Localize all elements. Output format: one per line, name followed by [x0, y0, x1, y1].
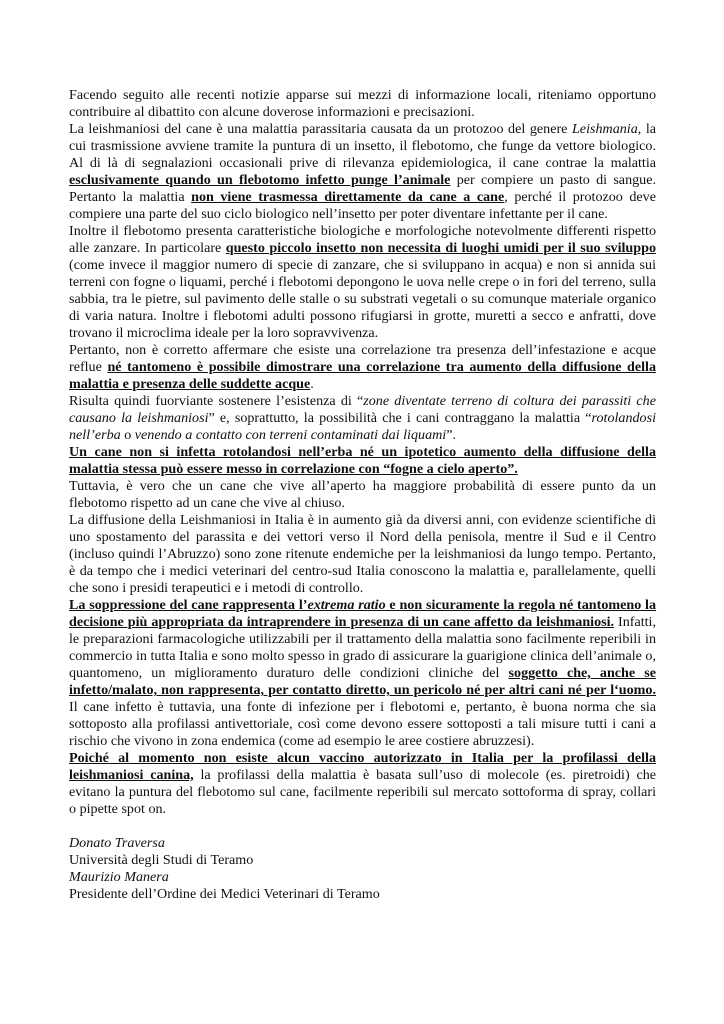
text: o	[120, 427, 135, 443]
emphasis-text: né tantomeno è possibile dimostrare una correlazione tra aumento della diffusione della malattia e presenza delle suddette acque	[69, 359, 656, 392]
text: ” e, soprattutto, la possibilità che i cani contraggano la malattia “	[208, 410, 592, 426]
signatory-name: Donato Traversa	[69, 835, 165, 851]
quote-text: rotolandosi nell’erba	[69, 410, 656, 443]
text: la profilassi della malattia è basata sull’uso di molecole (es. piretroidi) che evitano la puntura del flebotomo sul cane, facilmente reperibili sul mercato sottoforma di spray, collari o pipette spot on.	[69, 767, 657, 817]
letter-body	[69, 87, 656, 903]
paragraph-outdoor: Tuttavia, è vero che un cane che vive all’aperto ha maggiore probabilità di essere punto da un flebotomo rispetto ad un cane che vive al chiuso.	[69, 478, 656, 511]
genus-name: Leishmania	[571, 121, 638, 137]
signatory-affiliation: Università degli Studi di Teramo	[69, 852, 254, 868]
emphasis-text: non viene trasmessa direttamente da cane a cane	[191, 189, 505, 205]
text: per compiere un pasto di sangue. Pertanto la malattia	[69, 172, 656, 205]
text: , la cui trasmissione avviene tramite la puntura di un insetto, il flebotomo, che funge da vettore biologico. Al di là di segnalazioni occasionali prive di rilevanza epidemiologica, il cane contrae la malattia	[69, 121, 657, 171]
text: , perché il protozoo deve compiere una parte del suo ciclo biologico nell’insetto per poter diventare infettante per il cane.	[69, 189, 656, 222]
text: Risulta quindi fuorviante sostenere l’esistenza di “	[69, 393, 364, 409]
emphasis-text: questo piccolo insetto non necessita di luoghi umidi per il suo sviluppo	[225, 240, 656, 256]
text: (come invece il maggior numero di specie di zanzare, che si sviluppano in acqua) e non si annida sui terreni con fogne o liquami, perché i flebotomi depongono le uova nelle crepe o in fori del terreno, sulla sabbia, tra le pietre, sul pavimento delle stalle o su substrati vegetali o su comunque materiale organico di varia natura. Inoltre i flebotomi adulti possono rifugiarsi in grotte, muretti a secco e anfratti, dove trovano il microclima ideale per la loro sopravvivenza.	[69, 257, 656, 341]
paragraph-misleading	[69, 393, 656, 444]
signature-block	[69, 835, 656, 903]
paragraph-sandfly	[69, 223, 656, 342]
signatory-affiliation: Presidente dell’Ordine dei Medici Veterinari di Teramo	[69, 886, 380, 902]
paragraph-intro: Facendo seguito alle recenti notizie apparse sui mezzi di informazione locali, riteniamo opportuno contribuire al dibattito con alcune doverose informazioni e precisazioni.	[69, 87, 656, 120]
emphasis-text: Poiché al momento non esiste alcun vaccino autorizzato in Italia per la profilassi della leishmaniosi canina,	[69, 750, 656, 783]
emphasis-text: e non sicuramente la regola né tantomeno la decisione più appropriata da intraprendere in presenza di un cane affetto da leishmaniosi.	[69, 597, 657, 630]
signatory-name: Maurizio Manera	[69, 869, 169, 885]
text: Inoltre il flebotomo presenta caratteristiche biologiche e morfologiche notevolmente differenti rispetto alle zanzare. In particolare	[69, 223, 656, 256]
text: .	[310, 376, 314, 392]
quote-text: zone diventate terreno di coltura dei parassiti che causano la leishmaniosi	[69, 393, 656, 426]
text: La leishmaniosi del cane è una malattia parassitaria causata da un protozoo del genere	[69, 121, 572, 137]
paragraph-prophylaxis	[69, 750, 656, 818]
paragraph-italy-spread: La diffusione della Leishmaniosi in Italia è in aumento già da diversi anni, con evidenze scientifiche di uno spostamento del parassita e dei vettori verso il Nord della penisola, mentre il Sud e il Centro (incluso quindi l’Abruzzo) sono zone ritenute endemiche per la leishmaniosi da lungo tempo. Pertanto, è da tempo che i medici veterinari del centro-sud Italia conoscono la malattia e, parallelamente, quelli che sono i presidi terapeutici e i metodi di controllo.	[69, 512, 656, 596]
emphasis-text: esclusivamente quando un flebotomo infetto punge l’animale	[69, 172, 451, 188]
emphasis-text: soggetto che, anche se infetto/malato, non rappresenta, per contatto diretto, un pericolo né per altri cani né per l‘uomo.	[69, 665, 656, 698]
spacer	[69, 818, 656, 835]
emphasis-italic-text: extrema ratio	[307, 597, 386, 613]
text: ”.	[446, 427, 456, 443]
emphasis-text: La soppressione del cane rappresenta l’	[69, 597, 308, 613]
paragraph-correlation	[69, 342, 656, 393]
paragraph-no-infection: Un cane non si infetta rotolandosi nell’erba né un ipotetico aumento della diffusione della malattia stessa può essere messo in correlazione con “fogne a cielo aperto”.	[69, 444, 656, 477]
text: Infatti, le preparazioni farmacologiche utilizzabili per il trattamento della malattia sono facilmente reperibili in commercio in tutta Italia e sono molto spesso in grado di assicurare la guarigione clinica dell’animale o, quantomeno, un miglioramento duraturo delle condizioni cliniche del	[69, 614, 656, 681]
text: Il cane infetto è tuttavia, una fonte di infezione per i flebotomi e, pertanto, è buona norma che sia sottoposto alla profilassi antivettoriale, così come devono essere sottoposti a tali misure tutti i cani a rischio che vivono in zona endemica (come ad esempio le aree costiere abruzzesi).	[69, 699, 656, 749]
paragraph-disease	[69, 121, 656, 223]
quote-text: venendo a contatto con terreni contaminati dai liquami	[134, 427, 447, 443]
text: Pertanto, non è corretto affermare che esiste una correlazione tra presenza dell’infestazione e acque reflue	[69, 342, 656, 375]
paragraph-suppression	[69, 597, 656, 750]
